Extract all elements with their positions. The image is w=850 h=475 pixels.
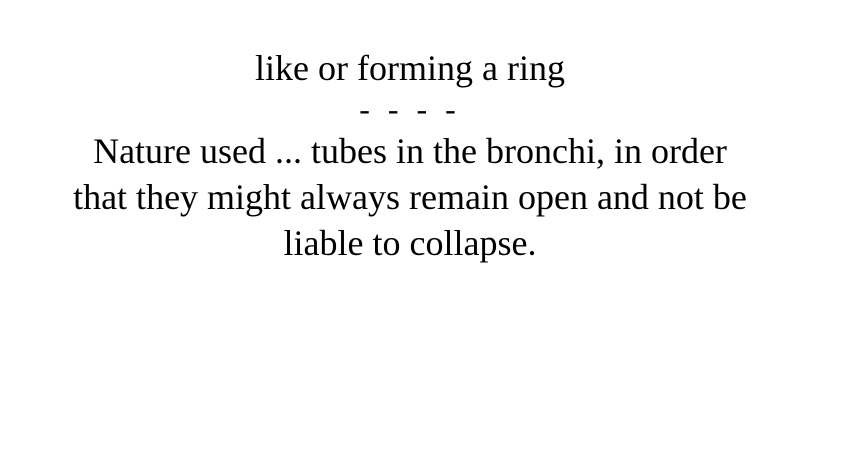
- card-text-block: [0, 46, 820, 266]
- example-line: that they might always remain open and not be: [73, 177, 747, 217]
- separator-text: - - - -: [359, 91, 461, 127]
- definition-text: like or forming a ring: [255, 48, 565, 88]
- example-line: liable to collapse.: [283, 223, 537, 263]
- example-line: Nature used ... tubes in the bronchi, in order: [93, 131, 727, 171]
- example-sentence: [0, 128, 820, 266]
